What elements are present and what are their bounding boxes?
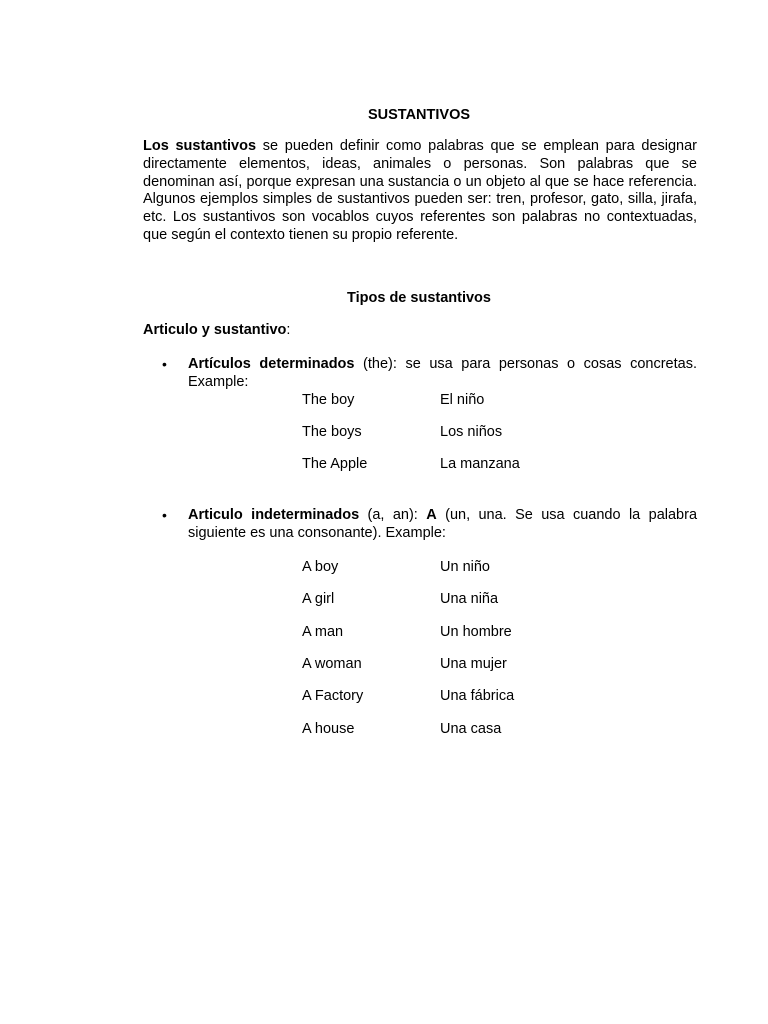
bullet-mid: (a, an): (359, 507, 427, 523)
example-english: A house (302, 721, 355, 737)
intro-paragraph (143, 138, 697, 245)
example-spanish: Una niña (440, 591, 499, 607)
bullet-bold: Articulo indeterminados (188, 507, 360, 523)
section-subtitle: Tipos de sustantivos (347, 290, 491, 306)
bullet-icon: • (162, 356, 167, 372)
bullet-indefinite-articles (143, 507, 697, 542)
bullet-text (188, 356, 697, 391)
example-spanish: Un niño (440, 559, 490, 575)
example-spanish: Los niños (440, 424, 503, 440)
bullet-icon: • (162, 507, 167, 523)
example-english: A woman (302, 656, 362, 672)
example-spanish: Un hombre (440, 624, 512, 640)
bullet-bold: Artículos determinados (188, 356, 355, 372)
section-heading (143, 322, 290, 339)
section-heading-colon: : (286, 322, 291, 338)
example-spanish: La manzana (440, 456, 520, 472)
bullet-text (188, 507, 697, 542)
bullet-definite-articles (143, 356, 697, 391)
example-spanish: Una casa (440, 721, 502, 737)
example-english: A girl (302, 591, 335, 607)
intro-lead: Los sustantivos (143, 138, 257, 154)
example-english: A boy (302, 559, 339, 575)
example-english: A Factory (302, 688, 364, 704)
document-title: SUSTANTIVOS (367, 107, 471, 123)
example-english: A man (302, 624, 344, 640)
intro-body: se pueden definir como palabras que se emplean para designar directamente elementos, ideas, animales o personas. Son palabras que se denominan así, porque expresan una sustancia o un objeto al que se hace referencia. Algunos ejemplos simples de sustantivos pueden ser: tren, profesor, gato, silla, jirafa, etc. Los sustantivos son vocablos cuyos referentes son palabras no contextuadas, que según el contexto tienen su propio referente. (143, 138, 698, 243)
example-spanish: El niño (440, 392, 485, 408)
example-spanish: Una fábrica (440, 688, 515, 704)
bullet-rest: (the): se usa para personas o cosas concretas. Example: (188, 356, 697, 390)
example-english: The Apple (302, 456, 368, 472)
bullet-rest: (un, una. Se usa cuando la palabra siguiente es una consonante). Example: (188, 507, 698, 541)
example-spanish: Una mujer (440, 656, 507, 672)
example-english: The boy (302, 392, 355, 408)
section-heading-bold: Articulo y sustantivo (143, 322, 287, 338)
example-english: The boys (302, 424, 362, 440)
bullet-bold-a: A (426, 507, 437, 523)
